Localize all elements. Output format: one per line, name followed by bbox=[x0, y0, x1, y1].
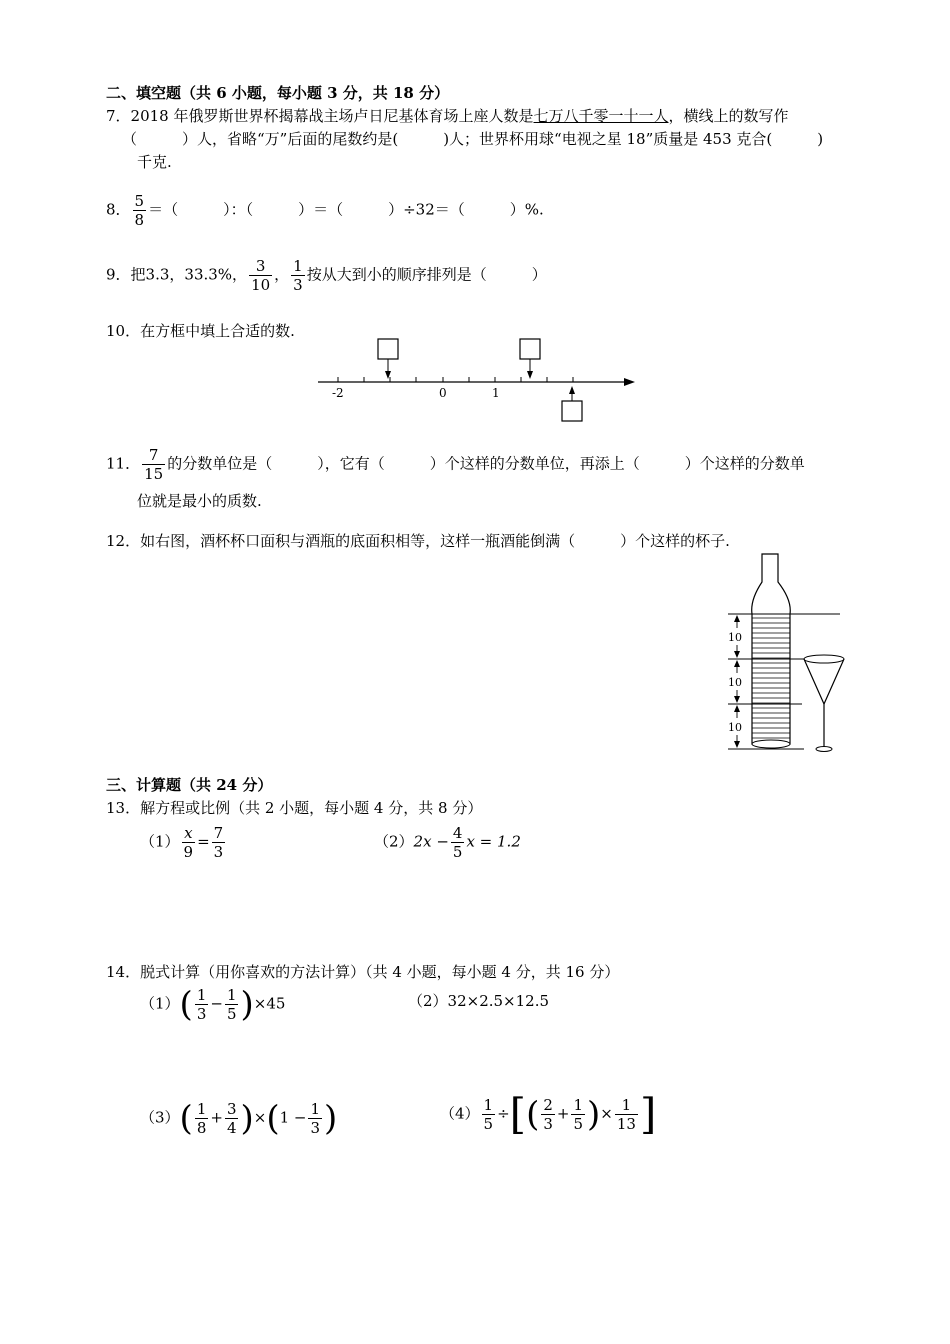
q14-p4-mul: × bbox=[600, 1104, 613, 1123]
q8-number: 8． bbox=[106, 200, 131, 219]
question-10: 10．在方框中填上合适的数. bbox=[106, 322, 295, 340]
q13-p2-b: x = 1.2 bbox=[466, 832, 521, 851]
question-8 bbox=[106, 192, 544, 229]
q14-p1-frac-b bbox=[225, 986, 239, 1023]
q13-part-1 bbox=[140, 824, 227, 861]
q14-p4-frac-a bbox=[482, 1096, 496, 1133]
q14-p4-frac-d bbox=[615, 1096, 638, 1133]
q9-f1-den: 10 bbox=[251, 276, 271, 294]
q14-p1-rparen: ) bbox=[240, 984, 254, 1025]
q14-p4-label: （4） bbox=[440, 1104, 480, 1123]
glass-foot bbox=[816, 747, 832, 752]
q14-p3-rparen-2: ) bbox=[324, 1098, 338, 1139]
q9-fraction-2 bbox=[291, 257, 305, 294]
q9-fraction-1 bbox=[249, 257, 272, 294]
q9-suffix: 按从大到小的顺序排列是（ ） bbox=[306, 265, 547, 284]
q14-p1-a-num: 1 bbox=[196, 986, 207, 1004]
q14-p3-a-den: 8 bbox=[196, 1119, 207, 1137]
question-7-line-1 bbox=[106, 106, 789, 126]
q14-p4-lbracket: [ bbox=[509, 1089, 527, 1139]
dimension-label-1: 10 bbox=[728, 631, 742, 644]
q14-p3-label: （3） bbox=[140, 1108, 180, 1127]
q14-p3-lparen-2: ( bbox=[266, 1098, 280, 1139]
q13-p2-den: 5 bbox=[452, 843, 463, 861]
number-line-diagram bbox=[310, 335, 640, 427]
number-line-arrow bbox=[624, 378, 635, 386]
q9-f1-num: 3 bbox=[249, 257, 272, 276]
answer-box-1[interactable] bbox=[378, 339, 398, 359]
q8-rest: ＝（ ）：（ ）＝（ ）÷32＝（ ）%. bbox=[148, 200, 544, 219]
q11-denominator: 15 bbox=[144, 465, 164, 483]
q13-p2-fraction bbox=[451, 824, 465, 861]
pointer-arrow-2 bbox=[527, 371, 533, 379]
q8-numerator: 5 bbox=[134, 192, 145, 210]
q14-p3-c-den: 3 bbox=[310, 1119, 321, 1137]
label-0: 0 bbox=[439, 386, 447, 400]
q14-p4-div: ÷ bbox=[497, 1104, 510, 1123]
number-line-ticks bbox=[338, 377, 573, 382]
q13-p1-fraction-2 bbox=[212, 824, 226, 861]
q13-p1-label: （1） bbox=[140, 832, 180, 851]
q14-p3-lparen-1: ( bbox=[179, 1098, 193, 1139]
q14-p3-rparen-1: ) bbox=[240, 1098, 254, 1139]
q14-p3-b-num: 3 bbox=[226, 1100, 237, 1118]
question-9 bbox=[106, 257, 547, 294]
q13-p1-den2: 3 bbox=[213, 843, 224, 861]
q14-p3-frac-a bbox=[195, 1100, 209, 1137]
q7-text-b: ，横线上的数写作 bbox=[668, 107, 789, 125]
question-11-line-2: 位就是最小的质数. bbox=[137, 492, 262, 510]
q14-part-2 bbox=[408, 991, 549, 1011]
question-11-line-1 bbox=[106, 446, 805, 483]
q14-p4-a-num: 1 bbox=[483, 1096, 494, 1114]
label-minus-2: -2 bbox=[332, 386, 344, 400]
q13-p1-den: 9 bbox=[183, 843, 194, 861]
q14-p3-frac-b bbox=[225, 1100, 239, 1137]
q11-fraction bbox=[142, 446, 165, 483]
q14-p4-lparen: ( bbox=[526, 1094, 540, 1135]
q13-p1-num2: 7 bbox=[213, 824, 224, 842]
q14-p4-rparen: ) bbox=[587, 1094, 601, 1135]
pointer-arrow-3 bbox=[569, 386, 575, 394]
q14-p1-op: − bbox=[210, 994, 223, 1013]
q14-p3-mul: × bbox=[253, 1108, 267, 1127]
q9-f2-num: 1 bbox=[293, 257, 303, 275]
q14-p4-rbracket: ] bbox=[639, 1089, 657, 1139]
q14-p2-label: （2） bbox=[408, 992, 448, 1010]
q11-numerator: 7 bbox=[142, 446, 165, 465]
q14-p1-a-den: 3 bbox=[196, 1005, 207, 1023]
question-14: 14．脱式计算（用你喜欢的方法计算）（共 4 小题，每小题 4 分，共 16 分） bbox=[106, 963, 620, 981]
question-7-line-2: （ ）人，省略“万”后面的尾数约是( )人；世界杯用球“电视之星 18”质量是 453 克合( ) bbox=[122, 130, 824, 148]
q14-p3-op1: + bbox=[210, 1108, 223, 1127]
q14-p2-expr: 32×2.5×12.5 bbox=[447, 992, 550, 1010]
dimension-label-2: 10 bbox=[728, 676, 742, 689]
q13-part-2 bbox=[374, 824, 521, 861]
q14-p3-one: 1 − bbox=[279, 1108, 307, 1127]
label-1: 1 bbox=[492, 386, 500, 400]
q14-p4-b-num: 2 bbox=[543, 1096, 553, 1114]
q14-p4-d-num: 1 bbox=[615, 1096, 638, 1115]
q14-p4-frac-b bbox=[541, 1096, 555, 1133]
glass-rim bbox=[804, 655, 844, 663]
q13-p2-num: 4 bbox=[452, 824, 463, 842]
question-7-line-3: 千克. bbox=[137, 153, 172, 171]
q11-number: 11． bbox=[106, 454, 141, 473]
q14-p4-b-den: 3 bbox=[543, 1115, 553, 1133]
q14-p4-op: + bbox=[556, 1104, 570, 1123]
q14-p1-label: （1） bbox=[140, 994, 180, 1013]
q9-f2-den: 3 bbox=[293, 276, 303, 294]
q7-text-a: 7．2018 年俄罗斯世界杯揭幕战主场卢日尼基体育场上座人数是 bbox=[106, 107, 534, 125]
answer-box-3[interactable] bbox=[562, 401, 582, 421]
q14-p1-b-den: 5 bbox=[226, 1005, 237, 1023]
section-2-heading: 二、填空题（共 6 小题，每小题 3 分，共 18 分） bbox=[106, 84, 450, 102]
q14-p4-d-den: 13 bbox=[616, 1115, 636, 1133]
dimension-label-3: 10 bbox=[728, 721, 742, 734]
q14-part-1 bbox=[140, 986, 285, 1023]
bottle-base bbox=[752, 740, 790, 748]
question-13: 13．解方程或比例（共 2 小题，每小题 4 分，共 8 分） bbox=[106, 799, 483, 817]
q14-p4-a-den: 5 bbox=[483, 1115, 494, 1133]
q14-p3-a-num: 1 bbox=[196, 1100, 207, 1118]
q14-p4-frac-c bbox=[571, 1096, 585, 1133]
q13-p1-eq: = bbox=[197, 832, 210, 851]
q14-p1-frac-a bbox=[195, 986, 209, 1023]
q14-p3-c-num: 1 bbox=[310, 1100, 321, 1118]
answer-box-2[interactable] bbox=[520, 339, 540, 359]
q14-p4-c-num: 1 bbox=[573, 1096, 583, 1114]
q14-p1-tail: ×45 bbox=[253, 994, 286, 1013]
q9-sep: ， bbox=[274, 265, 290, 284]
q14-p3-b-den: 4 bbox=[226, 1119, 237, 1137]
q8-fraction bbox=[133, 192, 147, 229]
q14-part-3 bbox=[140, 1100, 337, 1137]
question-12: 12．如右图，酒杯杯口面积与酒瓶的底面积相等，这样一瓶酒能倒满（ ）个这样的杯子. bbox=[106, 532, 730, 550]
q14-part-4 bbox=[440, 1089, 657, 1139]
q13-p1-fraction-1 bbox=[182, 824, 196, 861]
q14-p1-lparen: ( bbox=[179, 984, 193, 1025]
q8-denominator: 8 bbox=[134, 211, 145, 229]
bottle-and-glass-diagram bbox=[722, 552, 852, 757]
section-3-heading: 三、计算题（共 24 分） bbox=[106, 776, 273, 794]
q14-p1-b-num: 1 bbox=[226, 986, 237, 1004]
q14-p4-c-den: 5 bbox=[573, 1115, 583, 1133]
dimension-lines bbox=[728, 614, 842, 749]
glass-bowl bbox=[804, 659, 844, 704]
q11-rest: 的分数单位是（ ），它有（ ）个这样的分数单位，再添上（ ）个这样的分数单 bbox=[167, 454, 805, 473]
bottle-liquid-lines bbox=[752, 618, 790, 738]
bottle-outline bbox=[752, 554, 791, 744]
q13-p2-a: 2x − bbox=[413, 832, 449, 851]
q13-p1-x: x bbox=[182, 824, 196, 843]
q13-p2-label: （2） bbox=[374, 832, 414, 851]
q9-prefix: 9．把3.3，33.3%， bbox=[106, 265, 248, 284]
q7-underlined-number: 七万八千零一十一人 bbox=[533, 107, 669, 125]
q14-p3-frac-c bbox=[308, 1100, 322, 1137]
